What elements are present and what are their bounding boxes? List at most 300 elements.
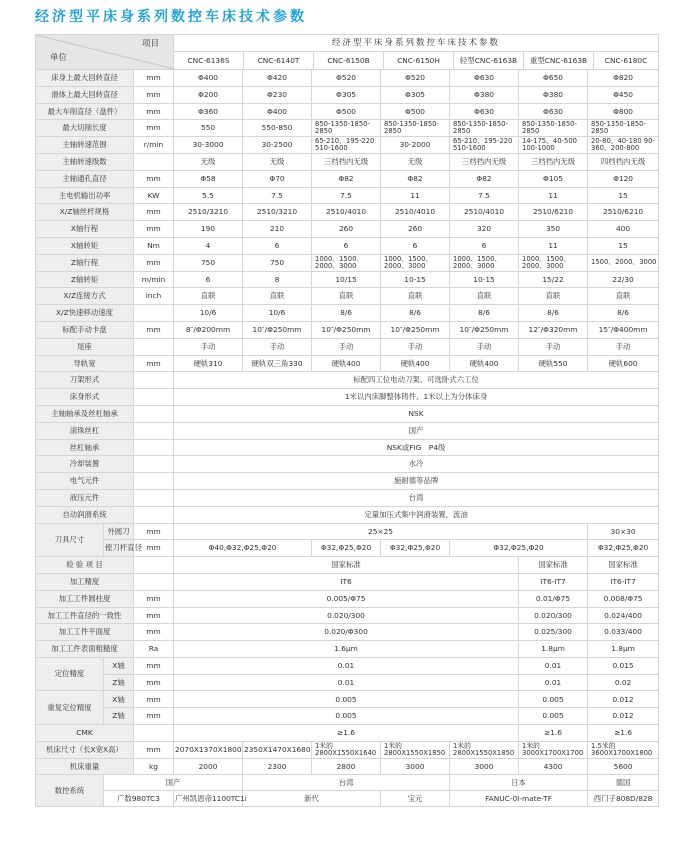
row-label: 主轴转速范围 [36,137,134,154]
value-cell: 11 [381,187,450,204]
table-row [36,758,659,775]
value-cell: 2350X1470X1680 [243,741,312,758]
value-cell: Φ58 [174,170,243,187]
model-name: CNC-6150B [314,52,384,69]
spec-table [35,34,659,807]
row-unit: mm [134,355,174,372]
value-cell: 无级 [174,153,243,170]
cnc-origin: 德国 [588,775,659,791]
row-unit: mm [134,540,174,557]
value-cell: 850-1350-1850-2850 [381,120,450,137]
value-cell: Φ32,Φ25,Φ20 [588,540,659,557]
value-cell: 10/6 [243,305,312,322]
header-item-label: 项目 [142,39,160,49]
value-cell: Φ630 [519,103,588,120]
row-unit: mm [134,86,174,103]
row-label: 定位精度 [36,657,104,691]
value-cell: 210 [243,221,312,238]
table-row [36,305,659,322]
value-cell: 硬轨双三角330 [243,355,312,372]
value-cell: 750 [174,254,243,271]
value-cell: 6 [243,237,312,254]
cnc-system: 广数980TC3 [104,791,174,807]
value-cell: 15 [588,237,659,254]
row-unit: mm [134,120,174,137]
table-row [36,153,659,170]
row-unit [134,573,174,590]
value-cell: 0.020/Φ300 [174,624,519,641]
value-cell: 320 [450,221,519,238]
value-cell: 直联 [588,288,659,305]
value-cell: IT6-IT7 [519,573,588,590]
table-row [36,708,659,725]
value-cell: Φ82 [312,170,381,187]
value-cell: 260 [381,221,450,238]
row-unit [134,389,174,406]
table-row [36,170,659,187]
value-cell: 三档档内无级 [312,153,381,170]
value-cell: 10″/Φ250mm [312,321,381,338]
row-unit: mm [134,103,174,120]
value-cell: 0.005 [174,691,519,708]
tool-bore-label: 镗刀杆直径 [104,540,134,557]
value-cell: 手动 [588,338,659,355]
value-cell: 400 [588,221,659,238]
value-cell: 550 [174,120,243,137]
row-label: CMK [36,725,134,742]
value-cell: 2800 [312,758,381,775]
value-cell: IT6 [174,573,519,590]
value-cell: 0.012 [588,691,659,708]
row-unit [134,422,174,439]
value-cell: 8/6 [450,305,519,322]
value-cell: 10″/Φ250mm [450,321,519,338]
value-cell: 无级 [381,153,450,170]
table-row [36,221,659,238]
value-cell: 15 [588,187,659,204]
value-cell: 10-15 [381,271,450,288]
value-cell: 8/6 [381,305,450,322]
row-unit [134,372,174,389]
value-cell: 手动 [174,338,243,355]
table-row [36,405,659,422]
row-label: 滑体上最大回转直径 [36,86,134,103]
value-cell: 0.020/300 [519,607,588,624]
table-row [36,237,659,254]
cnc-system: 广州凯恩帝1100TC1i [174,791,243,807]
value-cell: 标配四工位电动刀架、可选卧式六工位 [174,372,659,389]
row-label: X/Z轴丝杆规格 [36,204,134,221]
row-label: 加工工件表面粗糙度 [36,641,134,658]
value-cell: 2000 [174,758,243,775]
table-row [36,674,659,691]
table-row [36,187,659,204]
row-label: 刀架形式 [36,372,134,389]
value-cell: 2510/6210 [588,204,659,221]
value-cell: 850-1350-1850-2850 [312,120,381,137]
value-cell: Φ400 [174,70,243,87]
value-cell: 22/30 [588,271,659,288]
value-cell: 4 [174,237,243,254]
value-cell: 30-2000 [381,137,450,154]
value-cell: Φ230 [243,86,312,103]
value-cell: Φ70 [243,170,312,187]
value-cell: 8 [243,271,312,288]
table-row [36,103,659,120]
value-cell: 1.5米的 3600X1700X1800 [588,741,659,758]
value-cell: 0.01 [174,674,519,691]
row-label: 加工工件平面度 [36,624,134,641]
value-cell: NSK或FIG P4级 [174,439,659,456]
value-cell: 6 [381,237,450,254]
value-cell: 0.008/Φ75 [588,590,659,607]
row-label: 最大切削长度 [36,120,134,137]
table-row [36,70,659,87]
value-cell: 14-175、40-500 100-1000 [519,137,588,154]
value-cell: Φ650 [519,70,588,87]
value-cell: Φ450 [588,86,659,103]
table-row [36,607,659,624]
row-unit: r/min [134,137,174,154]
value-cell: 1米以内床脚整体铸件、1米以上为分体床身 [174,389,659,406]
row-label: 液压元件 [36,489,134,506]
row-label: 自动润滑系统 [36,506,134,523]
table-row [36,473,659,490]
row-unit [134,557,174,574]
value-cell: Φ380 [519,86,588,103]
value-cell: 11 [519,187,588,204]
value-cell: 国产 [174,422,659,439]
value-cell: 550-850 [243,120,312,137]
row-unit: mm [134,708,174,725]
value-cell: 0.005 [174,708,519,725]
value-cell: 0.015 [588,657,659,674]
value-cell: 1米的 2800X1550X1640 [312,741,381,758]
value-cell: 350 [519,221,588,238]
value-cell: 2300 [243,758,312,775]
row-label: 电气元件 [36,473,134,490]
value-cell: 10″/Φ250mm [381,321,450,338]
value-cell: 0.005 [519,708,588,725]
row-label: X/Z连接方式 [36,288,134,305]
value-cell: 12″/Φ320mm [519,321,588,338]
row-unit: Ra [134,641,174,658]
value-cell: 2510/4010 [381,204,450,221]
value-cell: 6 [312,237,381,254]
row-label: X/Z快速移动速度 [36,305,134,322]
value-cell: 1.8μm [588,641,659,658]
value-cell: 190 [174,221,243,238]
value-cell: 15/22 [519,271,588,288]
table-row [36,573,659,590]
row-label: 主轴转速级数 [36,153,134,170]
value-cell: 手动 [381,338,450,355]
value-cell: 25×25 [174,523,588,540]
model-name: 轻型CNC-6163B [454,52,524,69]
table-row [36,288,659,305]
value-cell: 15″/Φ400mm [588,321,659,338]
value-cell: ≥1.6 [588,725,659,742]
row-label: 机床重量 [36,758,134,775]
value-cell: 0.020/300 [174,607,519,624]
value-cell: 65-210、195-220 510-1600 [312,137,381,154]
table-row [36,137,659,154]
value-cell: 30-2500 [243,137,312,154]
value-cell: 0.01 [519,674,588,691]
value-cell: 10″/Φ250mm [243,321,312,338]
row-unit [134,153,174,170]
row-label: 加工工件直径的一致性 [36,607,134,624]
value-cell: Φ630 [450,70,519,87]
row-label: 标配手动卡盘 [36,321,134,338]
value-cell: Φ520 [312,70,381,87]
value-cell: 1.8μm [519,641,588,658]
value-cell: 0.025/300 [519,624,588,641]
table-row [36,489,659,506]
row-unit: mm [134,254,174,271]
table-row [36,590,659,607]
value-cell: 1米的 2800X1550X1850 [450,741,519,758]
value-cell: 国家标准 [519,557,588,574]
value-cell: 三档档内无级 [450,153,519,170]
row-unit: mm [134,607,174,624]
table-row [36,254,659,271]
row-label: 重复定位精度 [36,691,104,725]
value-cell: 0.01 [174,657,519,674]
value-cell: 10-15 [450,271,519,288]
value-cell: 11 [519,237,588,254]
value-cell: 750 [243,254,312,271]
table-row [36,725,659,742]
row-unit: mm [134,657,174,674]
row-unit: mm [134,204,174,221]
value-cell: 直联 [381,288,450,305]
value-cell: 8/6 [519,305,588,322]
table-row [36,338,659,355]
value-cell: 30×30 [588,523,659,540]
table-row [36,456,659,473]
value-cell: Φ40,Φ32,Φ25,Φ20 [174,540,312,557]
row-label: 数控系统 [36,775,104,807]
axis-label: Z轴 [104,708,134,725]
value-cell: 7.5 [450,187,519,204]
axis-label: Z轴 [104,674,134,691]
value-cell: 手动 [450,338,519,355]
value-cell: 4300 [519,758,588,775]
model-name: CNC-6180C [604,56,648,65]
cnc-origin: 台湾 [243,775,450,791]
table-row [36,641,659,658]
row-label: 主轴轴承及丝杠轴承 [36,405,134,422]
value-cell: 2510/4010 [312,204,381,221]
value-cell: Φ420 [243,70,312,87]
table-row [36,624,659,641]
row-unit: Nm [134,237,174,254]
value-cell: 1000、1500、2000、3000 [312,254,381,271]
row-label: 导轨宽 [36,355,134,372]
row-label: 尾座 [36,338,134,355]
table-row [36,422,659,439]
value-cell: 硬轨550 [519,355,588,372]
row-label: 主轴通孔直径 [36,170,134,187]
value-cell: 1米的 2800X1550X1850 [381,741,450,758]
value-cell: 直联 [174,288,243,305]
table-row [36,557,659,574]
value-cell: 1米的 3000X1700X1700 [519,741,588,758]
header-unit-label: 单位 [50,53,68,64]
row-label: 加工工件圆柱度 [36,590,134,607]
row-label: Z轴转矩 [36,271,134,288]
value-cell: 2510/6210 [519,204,588,221]
table-row [36,321,659,338]
row-unit: mm [134,590,174,607]
value-cell: 5600 [588,758,659,775]
row-unit [134,506,174,523]
value-cell: Φ32,Φ25,Φ20 [381,540,450,557]
value-cell: Φ360 [174,103,243,120]
row-unit: mm [134,70,174,87]
row-label: 滚珠丝杠 [36,422,134,439]
value-cell: 6 [450,237,519,254]
value-cell: 手动 [243,338,312,355]
value-cell: 2510/3210 [243,204,312,221]
row-label: X轴行程 [36,221,134,238]
value-cell: 1000、1500、2000、3000 [381,254,450,271]
row-unit: KW [134,187,174,204]
value-cell: 850-1350-1850-2850 [588,120,659,137]
value-cell: ≥1.6 [174,725,519,742]
row-unit [134,725,174,742]
value-cell: 国家标准 [174,557,519,574]
row-unit: mm [134,321,174,338]
value-cell: 台湾 [174,489,659,506]
table-row [36,86,659,103]
value-cell: 850-1350-1850-2850 [450,120,519,137]
value-cell: 1000、1500、2000、3000 [450,254,519,271]
model-name: CNC-6136S [174,52,244,69]
value-cell: 直联 [450,288,519,305]
header-item-unit [36,35,174,70]
table-row [36,791,659,807]
row-label: 检 验 项 目 [36,557,134,574]
cnc-origin: 国产 [104,775,243,791]
value-cell: 8/6 [588,305,659,322]
tool-outer-label: 外圆刀 [104,523,134,540]
cnc-system: 新代 [243,791,381,807]
value-cell: 水冷 [174,456,659,473]
row-unit: m/min [134,271,174,288]
value-cell: 8″/Φ200mm [174,321,243,338]
row-unit: mm [134,170,174,187]
value-cell: 8/6 [312,305,381,322]
row-unit: inch [134,288,174,305]
row-label: 机床尺寸（长X宽X高） [36,741,134,758]
axis-label: X轴 [104,691,134,708]
value-cell: 2070X1370X1800 [174,741,243,758]
value-cell: Φ500 [312,103,381,120]
value-cell: 施耐德等品牌 [174,473,659,490]
table-row [36,355,659,372]
value-cell: 2510/3210 [174,204,243,221]
value-cell: 直联 [312,288,381,305]
table-row [36,506,659,523]
value-cell: Φ82 [450,170,519,187]
row-label: 加工精度 [36,573,134,590]
row-label: 最大车削直径（盘件） [36,103,134,120]
model-name: CNC-6140T [244,52,314,69]
row-unit [134,405,174,422]
value-cell: 1.6μm [174,641,519,658]
value-cell: 3000 [450,758,519,775]
row-unit: mm [134,624,174,641]
table-row [36,120,659,137]
tool-label: 刀具尺寸 [36,523,104,557]
cnc-system: FANUC-0I-mate-TF [450,791,588,807]
row-unit [134,305,174,322]
value-cell: 10/15 [312,271,381,288]
value-cell: 0.01 [519,657,588,674]
value-cell: Φ120 [588,170,659,187]
value-cell: 65-210、195-220 510-1600 [450,137,519,154]
row-unit: mm [134,741,174,758]
value-cell: Φ400 [243,103,312,120]
value-cell: 0.02 [588,674,659,691]
axis-label: X轴 [104,657,134,674]
table-row [36,523,659,540]
row-label: 床身形式 [36,389,134,406]
value-cell: Φ82 [381,170,450,187]
value-cell: 850-1350-1850-2850 [519,120,588,137]
table-row [36,389,659,406]
value-cell: 四档档内无级 [588,153,659,170]
value-cell: Φ800 [588,103,659,120]
table-row [36,271,659,288]
row-unit: mm [134,523,174,540]
row-unit: mm [134,221,174,238]
model-name: 重型CNC-6163B [524,52,594,69]
value-cell: 0.012 [588,708,659,725]
row-label: 丝杠轴承 [36,439,134,456]
value-cell: 10/6 [174,305,243,322]
value-cell: 0.005/Φ75 [174,590,519,607]
value-cell: Φ32,Φ25,Φ20 [450,540,588,557]
row-label: 主电机输出功率 [36,187,134,204]
row-label: Z轴行程 [36,254,134,271]
value-cell: 20-80、40-180 90-360、200-800 [588,137,659,154]
row-unit: mm [134,674,174,691]
table-row [36,657,659,674]
value-cell: 1500、2000、3000 [588,254,659,271]
value-cell: Φ105 [519,170,588,187]
row-unit [134,439,174,456]
value-cell: 硬轨310 [174,355,243,372]
value-cell: 硬轨400 [450,355,519,372]
value-cell: 3000 [381,758,450,775]
value-cell: 直联 [519,288,588,305]
value-cell: 硬轨400 [312,355,381,372]
row-label: 冷却装置 [36,456,134,473]
table-row [36,741,659,758]
value-cell: 7.5 [312,187,381,204]
row-unit: kg [134,758,174,775]
value-cell: ≥1.6 [519,725,588,742]
value-cell: 5.5 [174,187,243,204]
value-cell: Φ305 [381,86,450,103]
table-row [36,540,659,557]
value-cell: 7.5 [243,187,312,204]
row-unit [134,456,174,473]
value-cell: 260 [312,221,381,238]
